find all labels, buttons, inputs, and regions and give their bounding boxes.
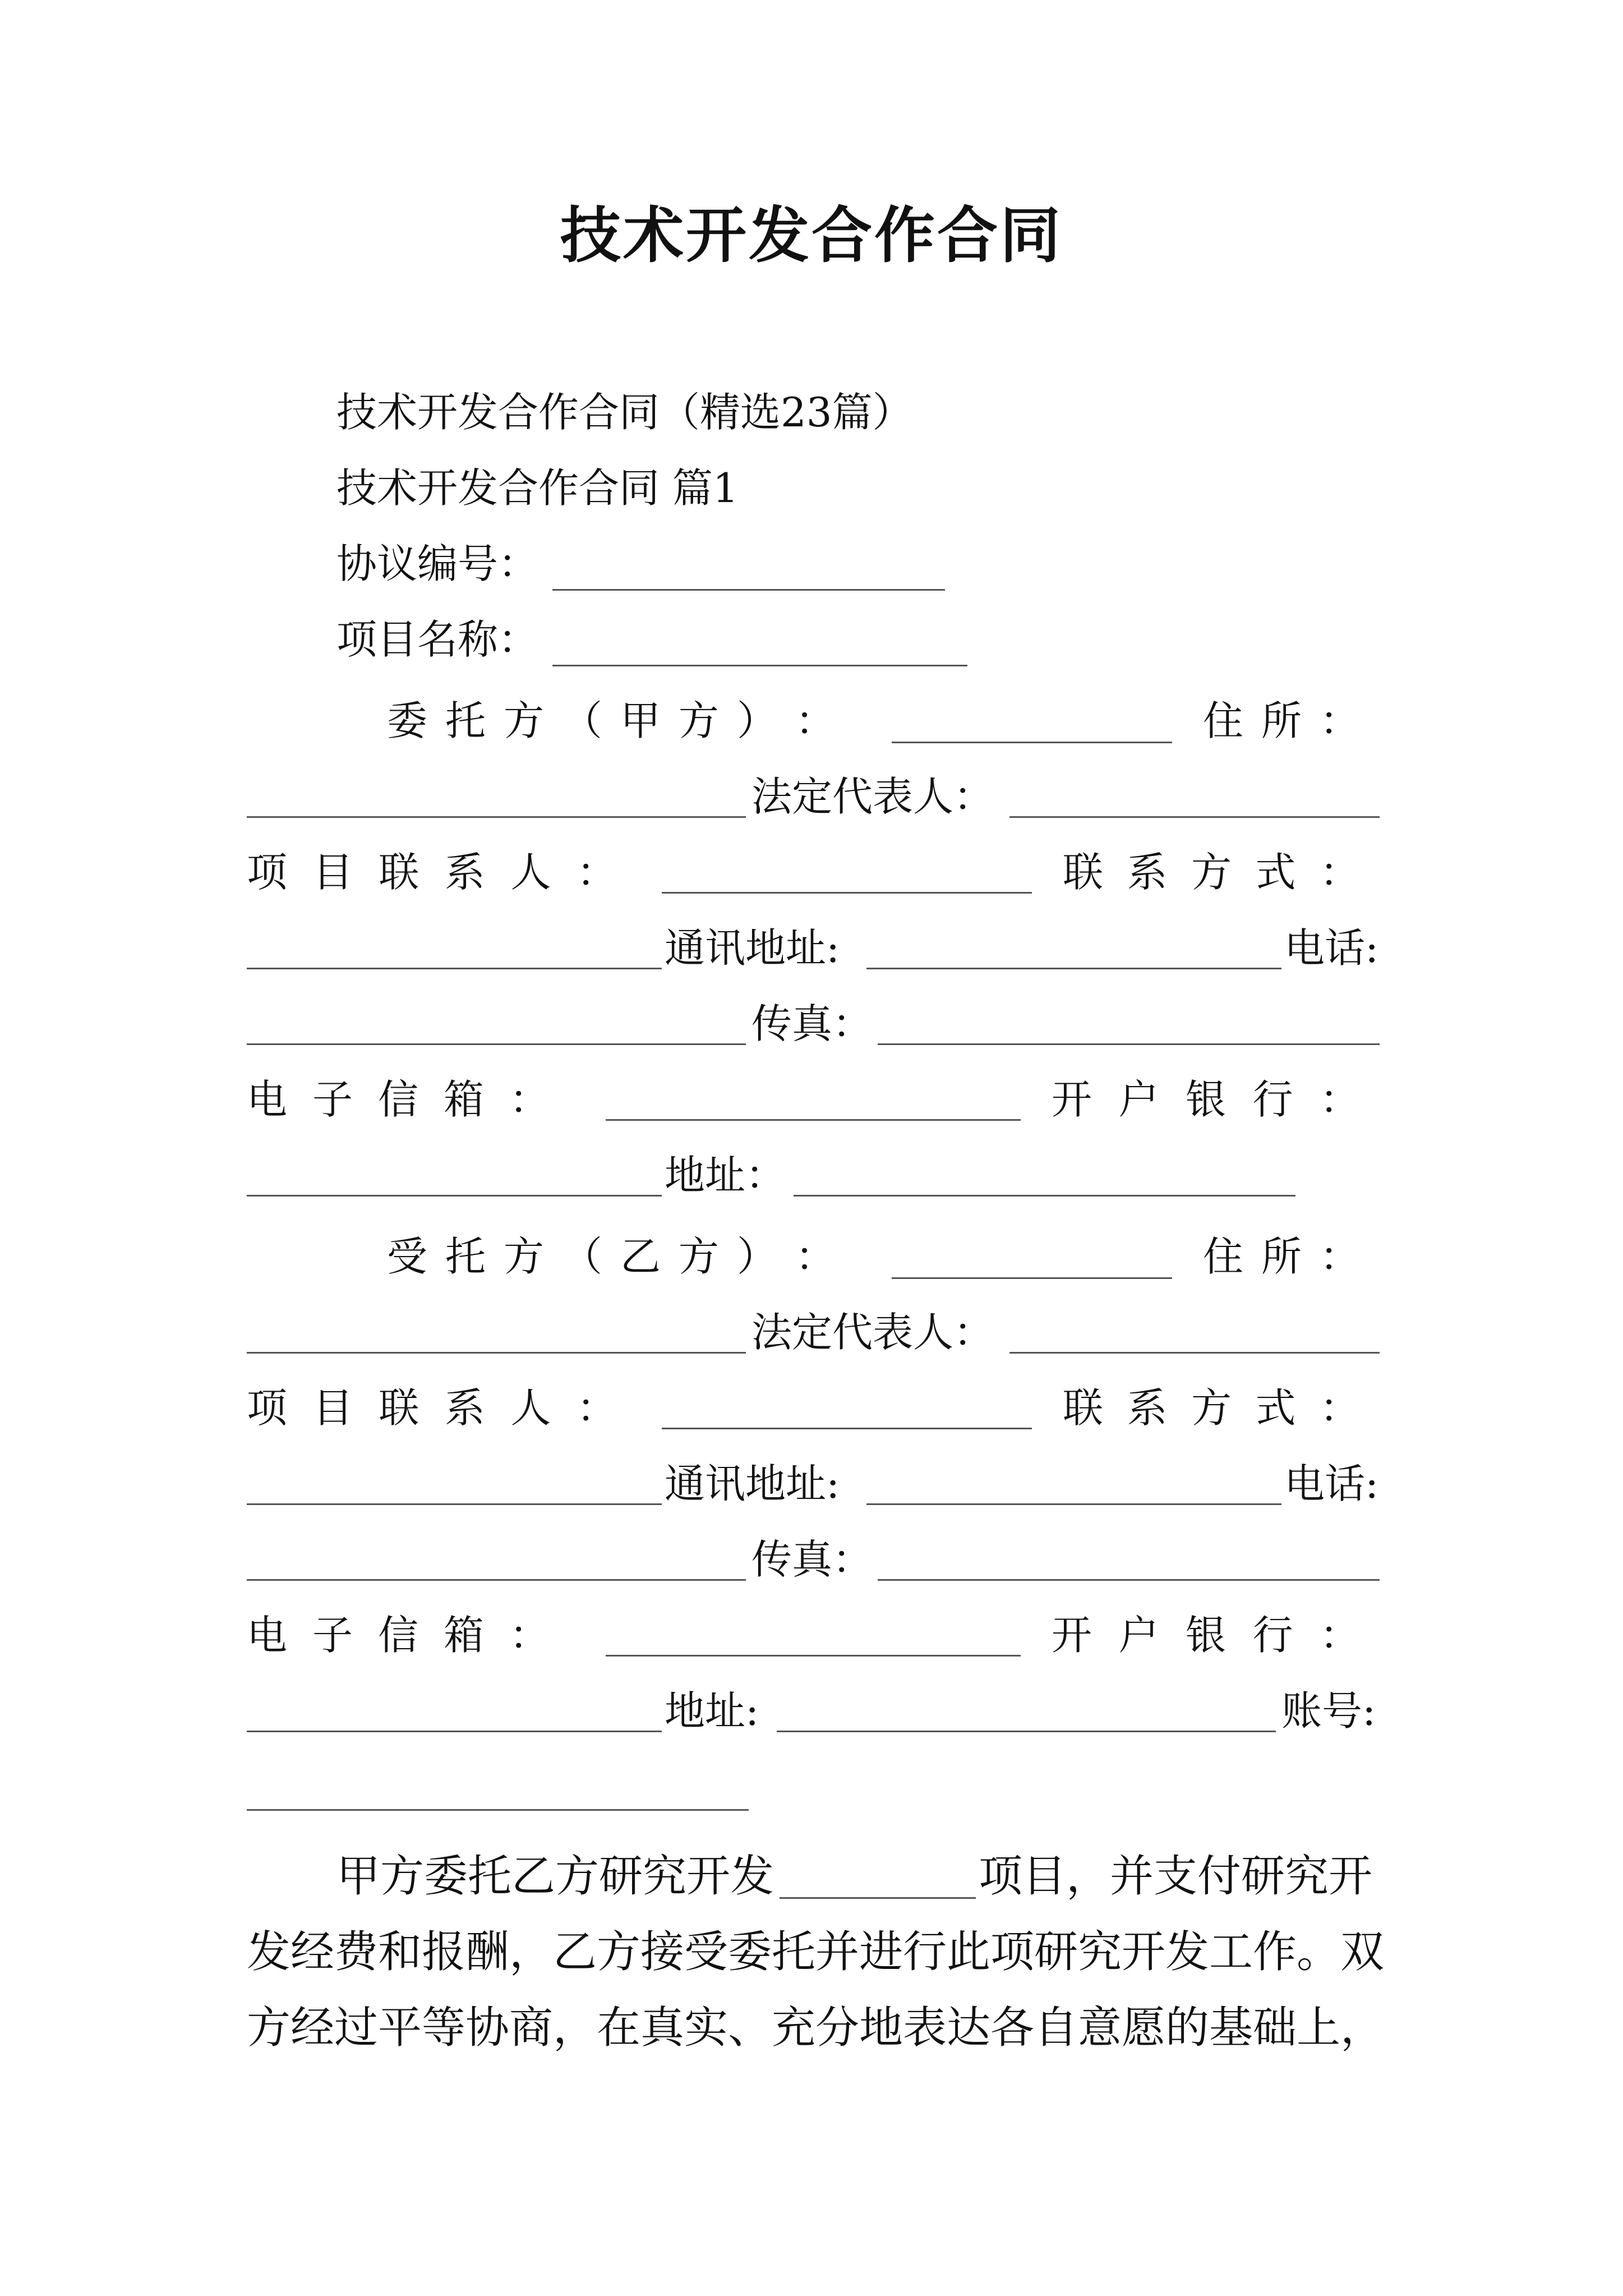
party-a-fax-blank — [878, 1043, 1380, 1045]
party-b-phone-label: 电话: — [1284, 1460, 1379, 1507]
party-b-legal-rep-blank — [1009, 1352, 1380, 1354]
party-b-label: 受 托 方 （ 乙 方 ） ： — [387, 1233, 836, 1280]
party-b-email-blank — [606, 1655, 1021, 1657]
party-a-legal-rep-blank — [1009, 816, 1380, 818]
party-a-phone-label: 电话: — [1284, 924, 1379, 972]
party-a-email-blank — [606, 1119, 1021, 1121]
agreement-no-label: 协议编号： — [336, 540, 539, 587]
party-b-fax-label: 传真： — [751, 1536, 873, 1583]
party-b-account-label: 账号: — [1281, 1687, 1376, 1734]
party-a-name-blank — [892, 742, 1172, 743]
document-title: 技术开发合作合同 — [560, 200, 1063, 271]
party-a-address-label: 地址： — [665, 1152, 786, 1199]
party-a-contact-method-blank — [247, 968, 662, 969]
party-b-email-label: 电 子 信 箱 ： — [247, 1612, 550, 1659]
party-a-address-blank — [794, 1195, 1295, 1197]
party-b-address-label: 地址: — [665, 1687, 759, 1734]
body-line-2: 发经费和报酬，乙方接受委托并进行此项研究开发工作。双 — [247, 1927, 1385, 1977]
party-b-contact-method-label: 联 系 方 式 ： — [1063, 1384, 1360, 1432]
body-line-1b: 项目，并支付研究开 — [979, 1851, 1373, 1902]
party-a-residence-label: 住 所 ： — [1203, 697, 1360, 744]
party-b-residence-label: 住 所 ： — [1203, 1233, 1360, 1280]
party-b-phone-blank — [247, 1579, 746, 1581]
party-a-bank-blank — [247, 1195, 662, 1197]
document-subtitle: 技术开发合作合同（精选23篇） — [336, 389, 913, 436]
party-b-bank-blank — [247, 1731, 662, 1732]
party-a-label: 委 托 方 （ 甲 方 ） ： — [387, 697, 836, 744]
party-b-contact-person-label: 项 目 联 系 人 ： — [247, 1384, 617, 1432]
party-a-residence-blank — [247, 816, 746, 818]
body-line-1a: 甲方委托乙方研究开发 — [336, 1851, 774, 1902]
agreement-no-blank — [552, 589, 945, 591]
project-name-label: 项目名称： — [336, 616, 539, 663]
party-b-bank-label: 开 户 银 行 ： — [1052, 1612, 1360, 1659]
section-heading: 技术开发合作合同 篇1 — [336, 464, 739, 512]
party-a-legal-rep-label: 法定代表人： — [751, 773, 994, 820]
party-a-mail-address-label: 通讯地址: — [665, 924, 840, 972]
party-b-mail-address-label: 通讯地址: — [665, 1460, 840, 1507]
party-a-mail-address-blank — [866, 968, 1281, 969]
party-a-contact-method-label: 联 系 方 式 ： — [1063, 849, 1360, 896]
party-a-email-label: 电 子 信 箱 ： — [247, 1076, 550, 1123]
project-name-blank — [552, 665, 967, 666]
party-b-name-blank — [892, 1277, 1172, 1279]
body-line-3: 方经过平等协商，在真实、充分地表达各自意愿的基础上， — [247, 2003, 1385, 2053]
party-a-contact-person-blank — [662, 892, 1032, 894]
party-b-contact-person-blank — [662, 1428, 1032, 1429]
party-b-account-blank — [247, 1809, 749, 1811]
party-b-contact-method-blank — [247, 1503, 662, 1505]
party-a-phone-blank — [247, 1043, 746, 1045]
party-b-mail-address-blank — [866, 1503, 1281, 1505]
party-a-contact-person-label: 项 目 联 系 人 ： — [247, 849, 617, 896]
party-a-fax-label: 传真： — [751, 1000, 873, 1047]
party-b-address-blank — [777, 1731, 1276, 1732]
party-a-bank-label: 开 户 银 行 ： — [1052, 1076, 1360, 1123]
party-b-residence-blank — [247, 1352, 746, 1354]
party-b-legal-rep-label: 法定代表人： — [751, 1309, 994, 1356]
party-b-fax-blank — [878, 1579, 1380, 1581]
body-project-blank — [780, 1897, 976, 1899]
